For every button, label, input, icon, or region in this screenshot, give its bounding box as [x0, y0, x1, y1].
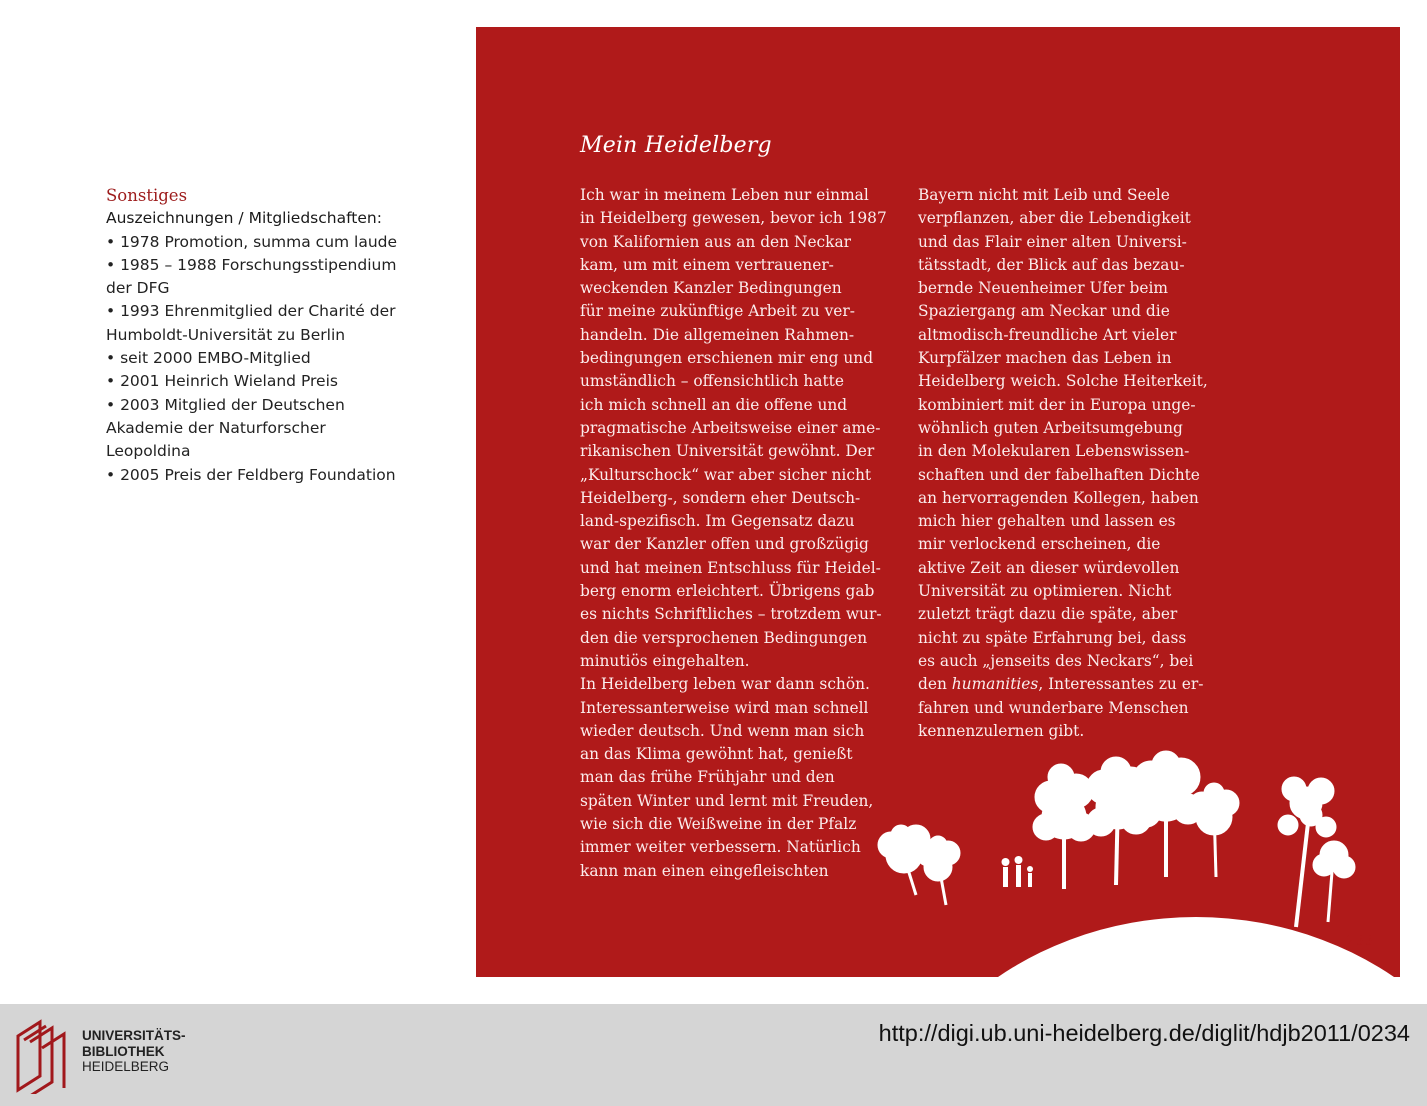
column-1-line: für meine zukünftige Arbeit zu ver-	[580, 302, 855, 321]
page-number: 233	[1346, 933, 1373, 949]
footer-bar	[0, 1004, 1427, 1106]
column-1-line: ich mich schnell an die offene und	[580, 395, 848, 414]
award-line: • 2005 Preis der Feldberg Foundation	[106, 465, 396, 484]
column-2-line: altmodisch-freundliche Art vieler	[918, 325, 1177, 344]
line-prefix: den	[918, 675, 952, 694]
column-2-line: aktive Zeit an dieser würdevollen	[918, 558, 1180, 577]
award-line: • 2001 Heinrich Wieland Preis	[106, 372, 338, 391]
sidebar-subheading: Auszeichnungen / Mitgliedschaften:	[106, 209, 382, 228]
column-2-line: in den Molekularen Lebenswissen-	[918, 442, 1190, 461]
people-figures	[1002, 856, 1034, 887]
award-line: • 1993 Ehrenmitglied der Charité der	[106, 302, 396, 321]
library-name-line-2: BIBLIOTHEK	[82, 1043, 165, 1059]
column-1-line: berg enorm erleichtert. Übrigens gab	[580, 582, 875, 601]
column-2-line: bernde Neuenheimer Ufer beim	[918, 279, 1168, 298]
column-2-line: schaften und der fabelhaften Dichte	[918, 465, 1200, 484]
column-2-line: mich hier gehalten und lassen es	[918, 512, 1176, 531]
tree-group-left	[878, 825, 960, 905]
sidebar-heading: Sonstiges	[106, 186, 188, 205]
column-2-line: kennenzulernen gibt.	[918, 721, 1085, 740]
column-2-line: fahren und wunderbare Menschen	[918, 698, 1189, 717]
column-2-line: tätsstadt, der Blick auf das bezau-	[918, 255, 1185, 274]
award-line: • seit 2000 EMBO-Mitglied	[106, 349, 311, 368]
column-1-line: Interessanterweise wird man schnell	[580, 698, 869, 717]
column-1-line: „Kulturschock“ war aber sicher nicht	[580, 465, 872, 484]
award-line: Akademie der Naturforscher	[106, 418, 326, 437]
award-line: • 1978 Promotion, summa cum laude	[106, 232, 398, 251]
column-2-line: mir verlockend erscheinen, die	[918, 535, 1161, 554]
column-2-line: nicht zu späte Erfahrung bei, dass	[918, 628, 1187, 647]
italic-term: humanities	[951, 675, 1039, 694]
column-2-line: zuletzt trägt dazu die späte, aber	[918, 605, 1178, 624]
line-suffix: , Interessantes zu er-	[1038, 675, 1204, 694]
column-2-line: Kurpfälzer machen das Leben in	[918, 349, 1172, 368]
column-1-line: kann man einen eingefleischten	[580, 861, 829, 880]
column-1-line: und hat meinen Entschluss für Heidel-	[580, 558, 881, 577]
column-1-line: pragmatische Arbeitsweise einer ame-	[580, 418, 881, 437]
column-1-line: Ich war in meinem Leben nur einmal	[580, 186, 869, 204]
tree-group-center	[1033, 751, 1239, 889]
column-1-line: späten Winter und lernt mit Freuden,	[580, 791, 874, 810]
column-1-line: an das Klima gewöhnt hat, genießt	[580, 745, 853, 764]
trees-hill-illustration	[476, 27, 1400, 977]
column-1-line: kam, um mit einem vertrauener-	[580, 255, 834, 274]
award-line: Humboldt-Universität zu Berlin	[106, 325, 346, 344]
column-2-line: Universität zu optimieren. Nicht	[918, 582, 1172, 601]
column-1-line: den die versprochenen Bedingungen	[580, 628, 868, 647]
award-line: Leopoldina	[106, 442, 191, 461]
column-1-line: war der Kanzler offen und großzügig	[580, 535, 869, 554]
column-1-line: In Heidelberg leben war dann schön.	[580, 675, 870, 694]
award-line: der DFG	[106, 279, 170, 298]
column-2-line: verpflanzen, aber die Lebendigkeit	[918, 209, 1191, 228]
document-url[interactable]: http://digi.ub.uni-heidelberg.de/diglit/hdjb2011/0234	[878, 1020, 1410, 1046]
column-1-line: bedingungen erschienen mir eng und	[580, 349, 874, 368]
awards-sidebar	[106, 184, 436, 487]
column-1-line: wieder deutsch. Und wenn man sich	[580, 721, 865, 740]
column-1-line: in Heidelberg gewesen, bevor ich 1987	[580, 209, 887, 228]
column-2-line: es auch „jenseits des Neckars“, bei	[918, 651, 1194, 670]
column-1-line: handeln. Die allgemeinen Rahmen-	[580, 325, 855, 344]
awards-list	[106, 231, 436, 487]
column-2-line: wöhnlich guten Arbeitsumgebung	[918, 418, 1183, 437]
column-1-line: man das frühe Frühjahr und den	[580, 768, 835, 787]
column-1-line: immer weiter verbessern. Natürlich	[580, 838, 861, 857]
column-1-line: wie sich die Weißweine in der Pfalz	[580, 815, 857, 834]
library-name-line-1: UNIVERSITÄTS-	[82, 1028, 186, 1043]
column-1-line: land-spezifisch. Im Gegensatz dazu	[580, 512, 855, 531]
tree-group-right	[1278, 777, 1355, 927]
column-2-line: Bayern nicht mit Leib und Seele	[918, 186, 1170, 204]
column-2-line: kombiniert mit der in Europa unge-	[918, 395, 1196, 414]
article-panel	[476, 27, 1400, 977]
column-1-line: rikanischen Universität gewöhnt. Der	[580, 442, 875, 461]
column-1-line: von Kalifornien aus an den Neckar	[580, 232, 852, 251]
column-1-line: es nichts Schriftliches – trotzdem wur-	[580, 605, 882, 624]
library-name-line-3: HEIDELBERG	[82, 1059, 170, 1074]
article-title: Mein Heidelberg	[580, 133, 772, 158]
award-line: • 2003 Mitglied der Deutschen	[106, 395, 345, 414]
column-1-line: minutiös eingehalten.	[580, 651, 750, 670]
hill-shape	[866, 917, 1400, 977]
column-2-line: Spaziergang am Neckar und die	[918, 302, 1170, 321]
column-2-line: und das Flair einer alten Universi-	[918, 232, 1187, 251]
library-logo-icon	[14, 1018, 72, 1094]
column-1-line: umständlich – offensichtlich hatte	[580, 372, 844, 391]
column-2-line: Heidelberg weich. Solche Heiterkeit,	[918, 372, 1208, 391]
award-line: • 1985 – 1988 Forschungsstipendium	[106, 255, 397, 274]
library-name	[82, 1028, 186, 1075]
column-1-line: weckenden Kanzler Bedingungen	[580, 279, 842, 298]
column-2-line: an hervorragenden Kollegen, haben	[918, 488, 1199, 507]
column-1-line: Heidelberg-, sondern eher Deutsch-	[580, 488, 861, 507]
